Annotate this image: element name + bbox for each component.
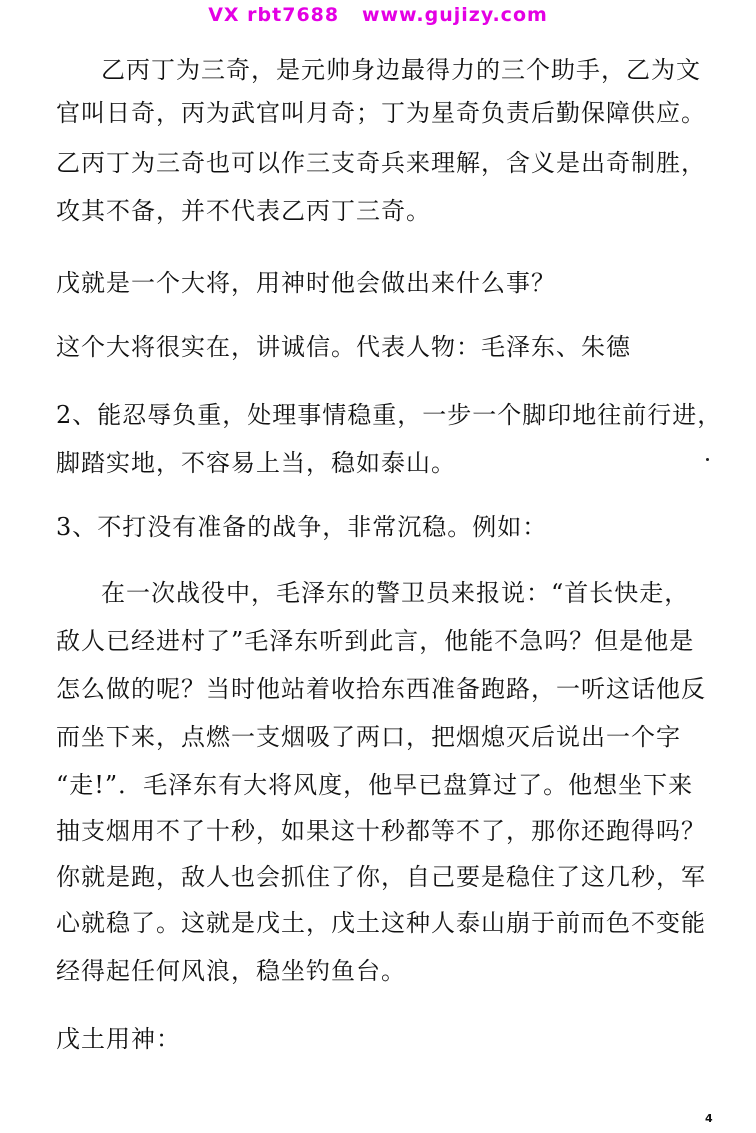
paragraph-6-line-3: 怎么做的呢？当时他站着收拾东西准备跑路，一听这话他反: [56, 675, 706, 703]
paragraph-2-line-1: 戊就是一个大将，用神时他会做出来什么事？: [56, 269, 556, 297]
scan-speck: [706, 458, 709, 461]
paragraph-5-line-1: 3、不打没有准备的战争，非常沉稳。例如：: [56, 513, 548, 541]
watermark-header: VX rbt7688 www.gujizy.com: [208, 4, 548, 26]
paragraph-6-line-1: 在一次战役中，毛泽东的警卫员来报说：“首长快走，: [101, 579, 690, 607]
paragraph-1-line-3: 乙丙丁为三奇也可以作三支奇兵来理解，含义是出奇制胜，: [56, 149, 706, 177]
paragraph-7-line-1: 戊土用神：: [56, 1025, 181, 1053]
paragraph-4-line-1: 2、能忍辱负重，处理事情稳重，一步一个脚印地往前行进，: [56, 401, 723, 429]
paragraph-4-line-2: 脚踏实地，不容易上当，稳如泰山。: [56, 449, 456, 477]
paragraph-6-line-6: 抽支烟用不了十秒，如果这十秒都等不了，那你还跑得吗？: [56, 817, 706, 845]
paragraph-6-line-9: 经得起任何风浪，稳坐钓鱼台。: [56, 957, 406, 985]
paragraph-6-line-8: 心就稳了。这就是戊土，戊土这种人泰山崩于前而色不变能: [56, 909, 706, 937]
page-number: 4: [705, 1112, 713, 1125]
paragraph-6-line-7: 你就是跑，敌人也会抓住了你，自己要是稳住了这几秒，军: [56, 863, 706, 891]
paragraph-6-line-2: 敌人已经进村了”毛泽东听到此言，他能不急吗？但是他是: [56, 627, 695, 655]
paragraph-6-line-4: 而坐下来，点燃一支烟吸了两口，把烟熄灭后说出一个字: [56, 723, 681, 751]
paragraph-1-line-2: 官叫日奇，丙为武官叫月奇；丁为星奇负责后勤保障供应。: [56, 99, 706, 127]
paragraph-1-line-1: 乙丙丁为三奇，是元帅身边最得力的三个助手，乙为文: [101, 56, 701, 84]
paragraph-6-line-5: “走!”．毛泽东有大将风度，他早已盘算过了。他想坐下来: [56, 771, 694, 799]
paragraph-3-line-1: 这个大将很实在，讲诚信。代表人物：毛泽东、朱德: [56, 333, 631, 361]
paragraph-1-line-4: 攻其不备，并不代表乙丙丁三奇。: [56, 197, 431, 225]
